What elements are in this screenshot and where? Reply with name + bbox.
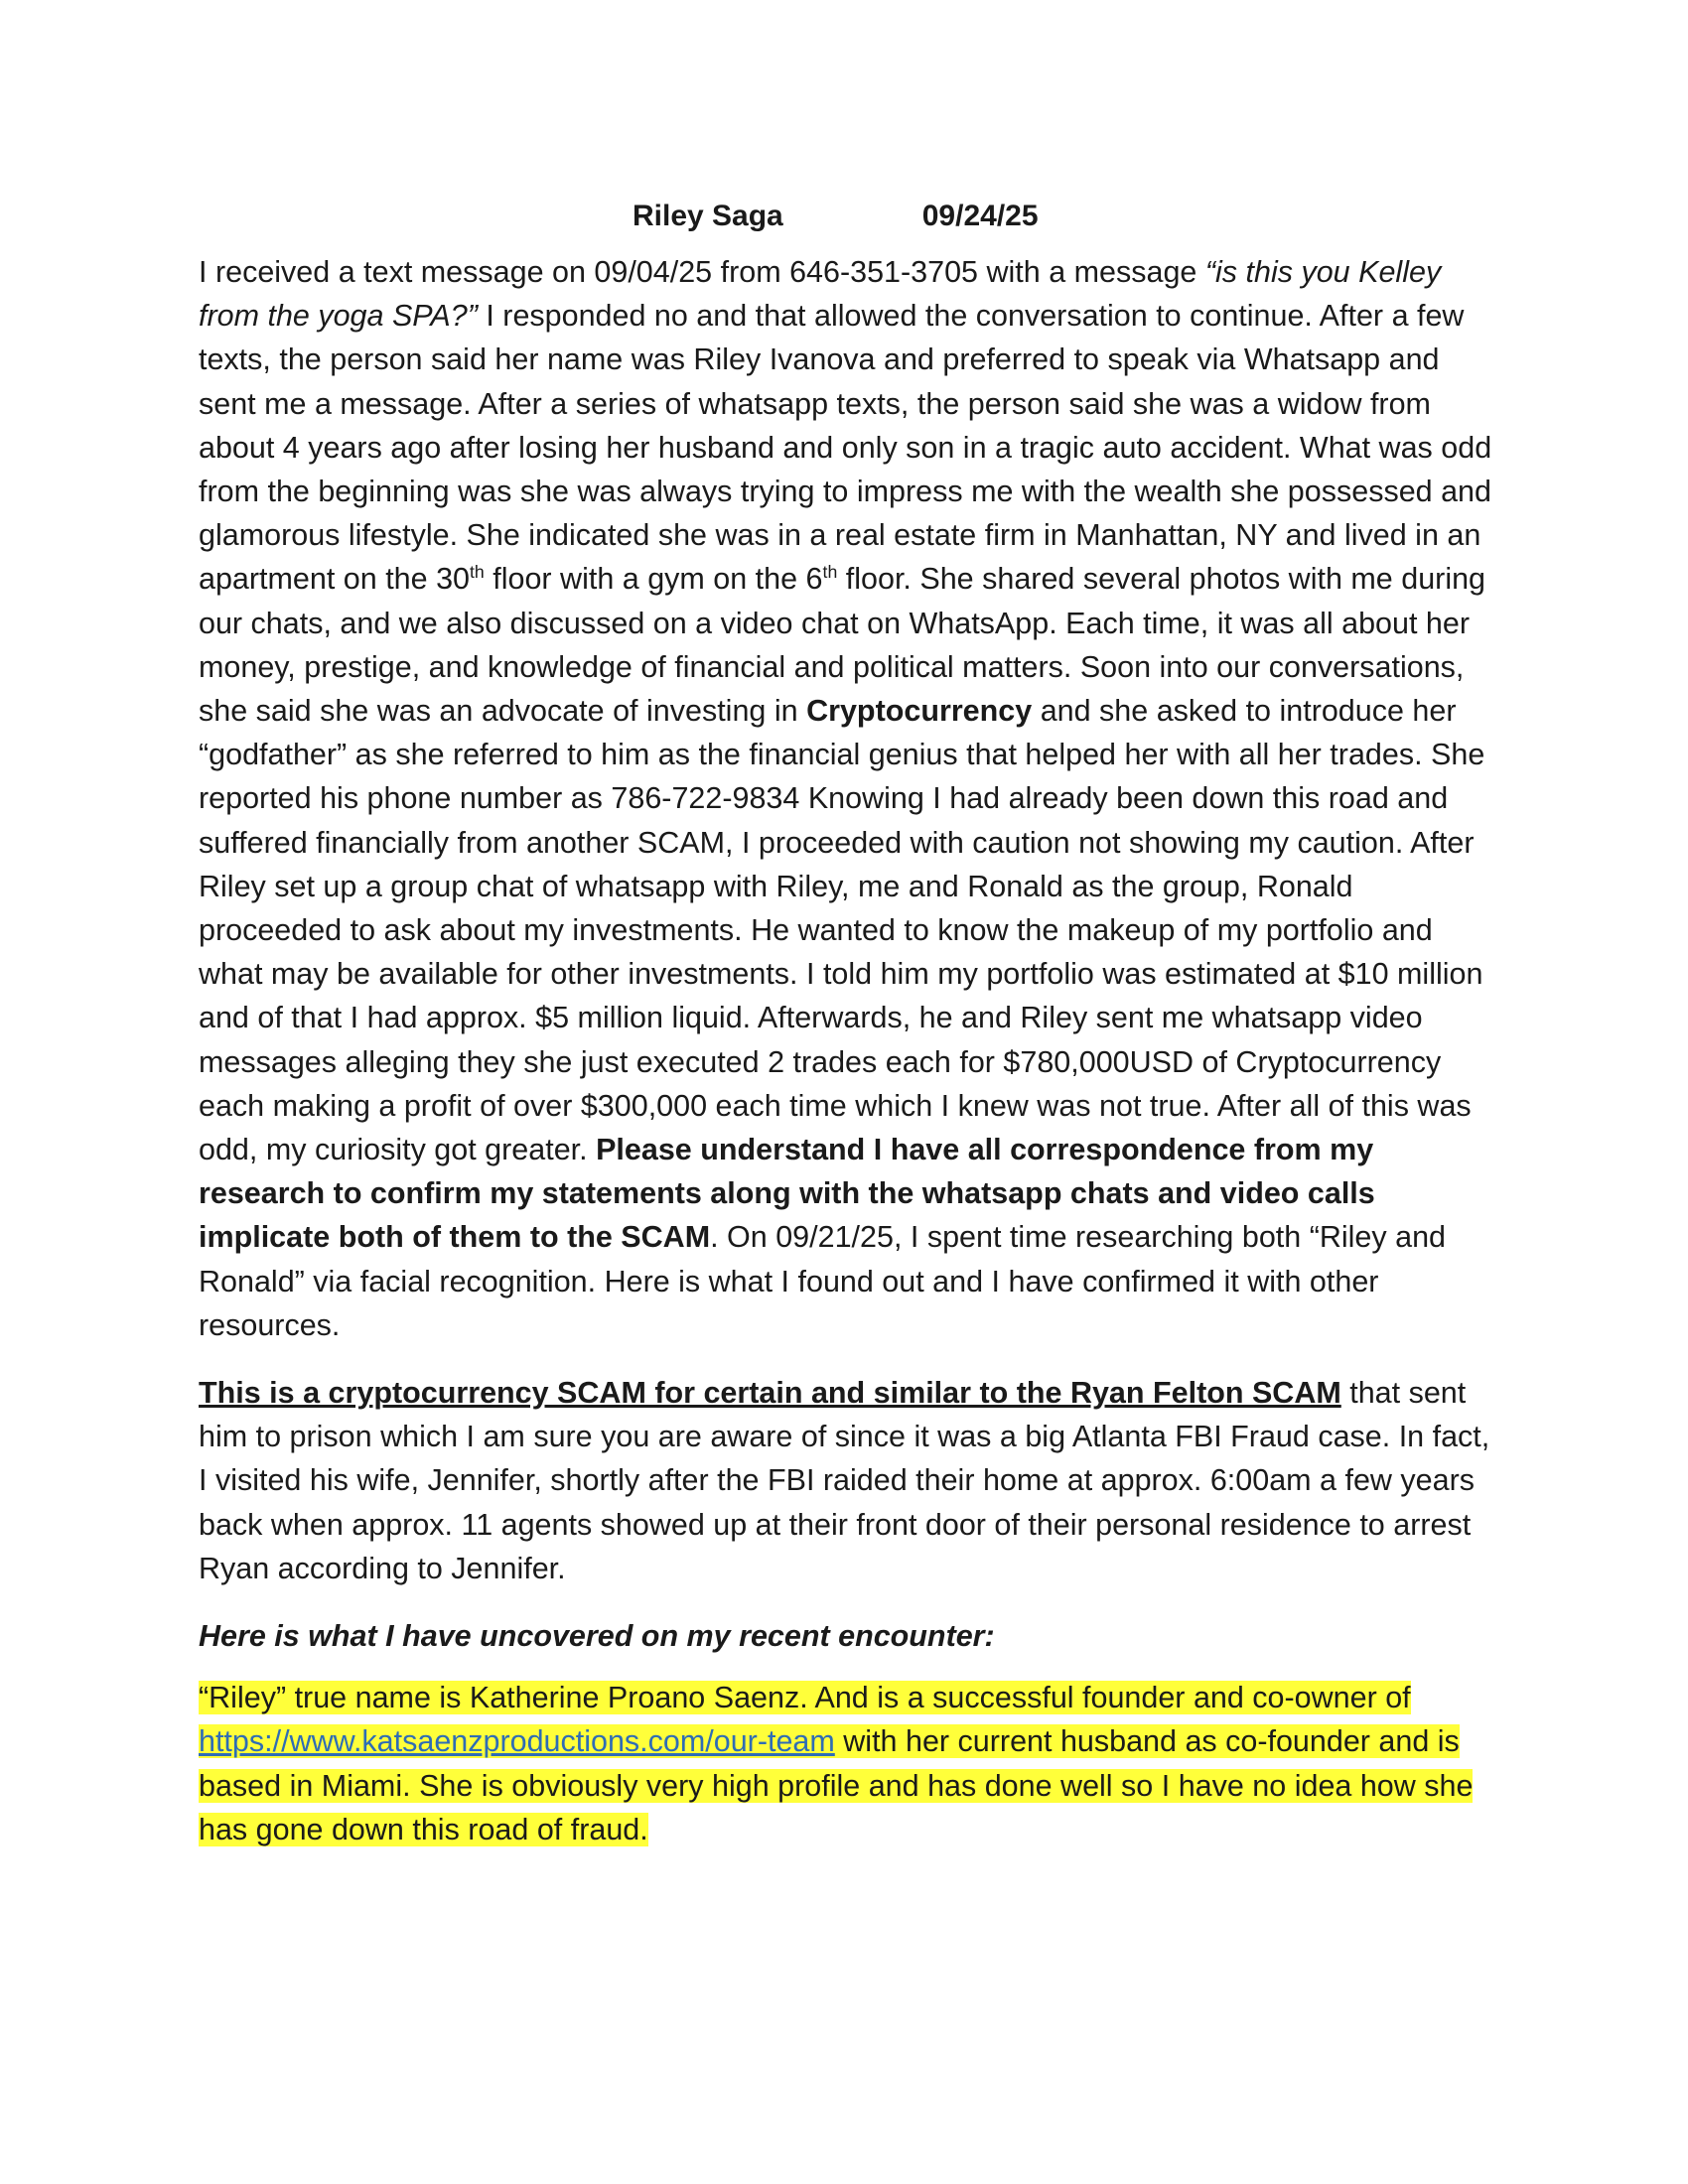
para1-text-3: floor with a gym on the 6 [484, 562, 823, 597]
para1-sup-2: th [822, 562, 838, 583]
para1-bold-statement: Please understand I have all correspondence from my research to confirm my statements along with the whatsapp chats and video calls implicate both of them to the SCAM [199, 1133, 1375, 1255]
paragraph-scam-comparison [199, 1371, 1499, 1590]
para1-bold-crypto: Cryptocurrency [806, 694, 1033, 729]
document-page [199, 195, 1499, 1875]
para1-text-4: floor. She shared several photos with me during our chats, and we also discussed on a video chat on WhatsApp. Each time, it was all about her money, prestige, and knowledge of financial and political matters. Soon into our conversations, she said she was an advocate of investing in [199, 562, 1486, 729]
para3-text-1: “Riley” true name is Katherine Proano Saenz. And is a successful founder and co-owner of [199, 1681, 1411, 1715]
title-text: Riley Saga [633, 200, 783, 232]
para2-lead: This is a cryptocurrency SCAM for certain and similar to the Ryan Felton SCAM [199, 1376, 1341, 1411]
section-subheading: Here is what I have uncovered on my recent encounter: [199, 1619, 995, 1654]
para2-text: that sent him to prison which I am sure you are aware of since it was a big Atlanta FBI Fraud case. In fact, I visited his wife, Jennifer, shortly after the FBI raided their home at approx. 6:00am a few years back when approx. 11 agents showed up at their front door of their personal residence to arrest Ryan according to Jennifer. [199, 1376, 1490, 1585]
team-page-link[interactable]: https://www.katsaenzproductions.com/our-team [199, 1724, 835, 1759]
title-date: 09/24/25 [921, 200, 1039, 232]
paragraph-account [199, 250, 1499, 1347]
document-title [199, 195, 1499, 238]
para1-text-6: . On 09/21/25, I spent time researching both “Riley and Ronald” via facial recognition. Here is what I found out and I have confirmed it with other resources. [199, 1220, 1447, 1342]
para1-text-5: and she asked to introduce her “godfather” as she referred to him as the financial genius that helped her with all her trades. She reported his phone number as 786-722-9834 Knowing I had already been down this road and suffered financially from another SCAM, I proceeded with caution not showing my caution. After Riley set up a group chat of whatsapp with Riley, me and Ronald as the group, Ronald proceeded to ask about my investments. He wanted to know the makeup of my portfolio and what may be available for other investments. I told him my portfolio was estimated at $10 million and of that I had approx. $5 million liquid. Afterwards, he and Riley sent me whatsapp video messages alleging they she just executed 2 trades each for $780,000USD of Cryptocurrency each making a profit of over $300,000 each time which I knew was not true. After all of this was odd, my curiosity got greater. [199, 694, 1485, 1167]
paragraph-findings [199, 1676, 1499, 1851]
para1-quote: “is this you Kelley from the yoga SPA?” [199, 255, 1442, 334]
para3-text-2: with her current husband as co-founder and is based in Miami. She is obviously very high profile and has done well so I have no idea how she has gone down this road of fraud. [199, 1724, 1474, 1846]
para1-sup-1: th [470, 562, 485, 583]
para1-text-1: I received a text message on 09/04/25 from 646-351-3705 with a message [199, 255, 1205, 289]
para1-text-2: I responded no and that allowed the conversation to continue. After a few texts, the person said her name was Riley Ivanova and preferred to speak via Whatsapp and sent me a message. After a series of whatsapp texts, the person said she was a widow from about 4 years ago after losing her husband and only son in a tragic auto accident. What was odd from the beginning was she was always trying to impress me with the wealth she possessed and glamorous lifestyle. She indicated she was in a real estate firm in Manhattan, NY and lived in an apartment on the 30 [199, 299, 1492, 597]
